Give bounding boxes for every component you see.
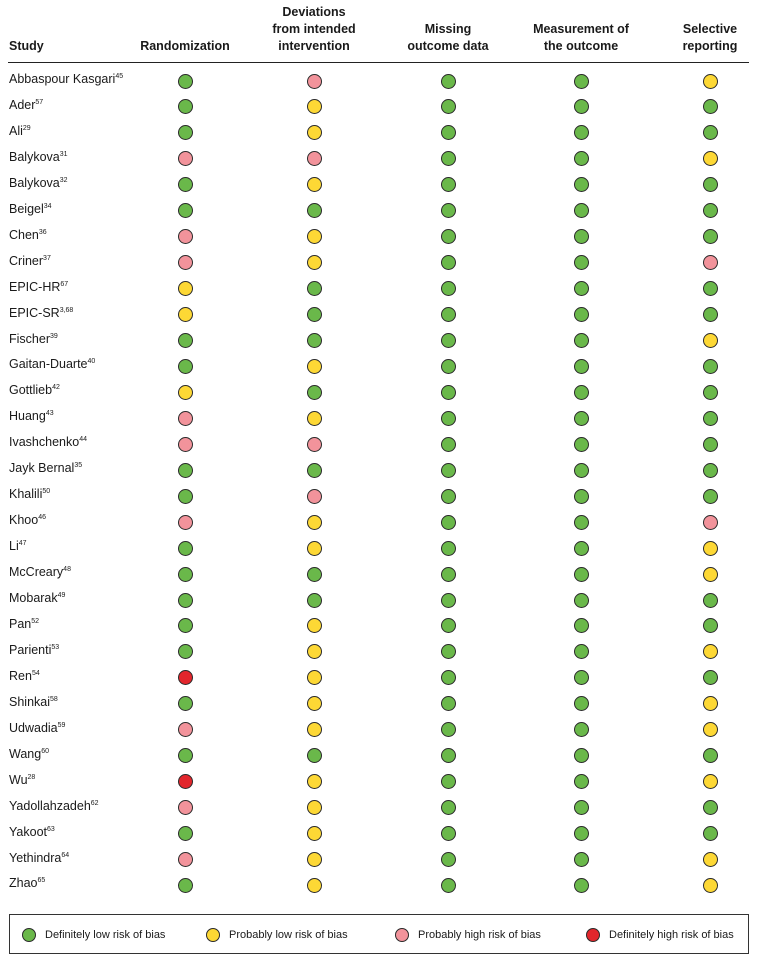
rating-dot [307, 281, 322, 296]
study-label [9, 176, 68, 190]
study-label [9, 98, 43, 112]
study-reference: 52 [31, 617, 40, 625]
rating-dot [178, 593, 193, 608]
study-name: Wu [9, 772, 28, 787]
study-reference: 32 [59, 176, 68, 184]
rating-dot [574, 618, 589, 633]
study-name: Balykova [9, 149, 60, 164]
rating-dot [441, 177, 456, 192]
study-reference: 40 [87, 358, 96, 366]
study-reference: 49 [57, 591, 66, 599]
study-reference: 47 [18, 539, 27, 547]
study-label [9, 357, 95, 371]
rating-dot [703, 852, 718, 867]
study-reference: 64 [61, 851, 70, 859]
rating-dot [178, 411, 193, 426]
rating-dot [574, 567, 589, 582]
rating-dot [441, 359, 456, 374]
rating-dot [574, 489, 589, 504]
rating-dot [574, 722, 589, 737]
rating-dot [178, 203, 193, 218]
rating-dot [703, 748, 718, 763]
rating-dot [703, 593, 718, 608]
study-label [9, 435, 87, 449]
rating-dot [574, 437, 589, 452]
rating-dot [178, 800, 193, 815]
rating-dot [307, 307, 322, 322]
rating-dot [441, 307, 456, 322]
study-name: Ader [9, 97, 36, 112]
rating-dot [178, 125, 193, 140]
rating-dot [441, 151, 456, 166]
rating-dot [178, 878, 193, 893]
rating-dot [441, 229, 456, 244]
study-name: Beigel [9, 201, 44, 216]
rating-dot [178, 151, 193, 166]
legend-item-probably-low [206, 915, 348, 955]
study-label [9, 539, 27, 553]
study-reference: 39 [49, 332, 58, 340]
rating-dot [307, 99, 322, 114]
rating-dot [178, 177, 193, 192]
study-reference: 60 [41, 747, 49, 755]
rating-dot [178, 826, 193, 841]
legend-item-probably-high [395, 915, 541, 955]
rating-dot [703, 696, 718, 711]
study-label [9, 747, 49, 761]
rating-dot [178, 437, 193, 452]
study-label [9, 202, 52, 216]
study-label [9, 773, 35, 787]
study-reference: 46 [38, 513, 46, 521]
rating-dot [178, 567, 193, 582]
rating-dot [441, 333, 456, 348]
rating-dot [703, 229, 718, 244]
rating-dot [574, 515, 589, 530]
rating-dot [574, 307, 589, 322]
study-label [9, 643, 59, 657]
rating-dot [178, 463, 193, 478]
study-name: Criner [9, 253, 44, 268]
rating-dot [441, 463, 456, 478]
study-name: EPIC-HR [9, 279, 61, 294]
rating-dot [703, 203, 718, 218]
legend-label-probably-low: Probably low risk of bias [229, 929, 348, 941]
rating-dot [574, 229, 589, 244]
rating-dot [307, 177, 322, 192]
rating-dot [178, 333, 193, 348]
rating-dot [703, 385, 718, 400]
rating-dot [574, 359, 589, 374]
study-name: Chen [9, 227, 39, 242]
rating-dot [178, 99, 193, 114]
rating-dot [441, 489, 456, 504]
study-label [9, 306, 73, 320]
rating-dot [574, 151, 589, 166]
study-name: Yadollahzadeh [9, 798, 91, 813]
rating-dot [574, 255, 589, 270]
rating-dot [307, 541, 322, 556]
rating-dot [703, 800, 718, 815]
rating-dot [307, 748, 322, 763]
rating-dot [178, 74, 193, 89]
rating-dot [703, 359, 718, 374]
rating-dot [441, 722, 456, 737]
study-label [9, 799, 99, 813]
legend-dot-probably-low [206, 928, 220, 942]
study-name: Fischer [9, 331, 50, 346]
rating-dot [441, 748, 456, 763]
study-label [9, 851, 69, 865]
rating-dot [441, 203, 456, 218]
study-name: Parienti [9, 642, 52, 657]
rating-dot [307, 437, 322, 452]
rating-dot [441, 411, 456, 426]
study-label [9, 876, 45, 890]
rating-dot [178, 644, 193, 659]
rating-dot [441, 281, 456, 296]
rating-dot [574, 644, 589, 659]
header-rule [8, 62, 749, 63]
study-reference: 42 [52, 384, 60, 392]
legend-label-definitely-low: Definitely low risk of bias [45, 929, 166, 941]
rating-dot [441, 255, 456, 270]
study-label [9, 228, 47, 242]
rating-dot [574, 99, 589, 114]
rating-dot [307, 489, 322, 504]
legend-label-probably-high: Probably high risk of bias [418, 929, 541, 941]
rating-dot [307, 359, 322, 374]
rating-dot [703, 567, 718, 582]
rating-dot [703, 177, 718, 192]
study-name: Li [9, 539, 19, 554]
study-name: EPIC-SR [9, 305, 60, 320]
rating-dot [703, 826, 718, 841]
rating-dot [307, 411, 322, 426]
rating-dot [178, 281, 193, 296]
study-name: Yethindra [9, 850, 62, 865]
rating-dot [574, 774, 589, 789]
rating-dot [441, 515, 456, 530]
study-name: Balykova [9, 175, 60, 190]
study-name: Zhao [9, 876, 38, 891]
rating-dot [178, 515, 193, 530]
study-reference: 67 [60, 280, 69, 288]
study-reference: 36 [38, 228, 47, 236]
rating-dot [178, 618, 193, 633]
rating-dot [574, 696, 589, 711]
study-label [9, 825, 55, 839]
rating-dot [307, 826, 322, 841]
study-name: Ivashchenko [9, 435, 80, 450]
rating-dot [703, 333, 718, 348]
study-label [9, 124, 31, 138]
legend [9, 914, 749, 954]
rating-dot [703, 774, 718, 789]
study-label [9, 409, 54, 423]
study-name: McCreary [9, 565, 64, 580]
study-label [9, 72, 123, 86]
study-reference: 53 [51, 643, 60, 651]
study-reference: 57 [35, 98, 44, 106]
rating-dot [307, 203, 322, 218]
legend-dot-definitely-high [586, 928, 600, 942]
rating-dot [441, 800, 456, 815]
rating-dot [703, 670, 718, 685]
rating-dot [441, 74, 456, 89]
rating-dot [441, 437, 456, 452]
study-label [9, 254, 51, 268]
study-name: Khoo [9, 513, 39, 528]
rating-dot [307, 333, 322, 348]
rating-dot [178, 541, 193, 556]
rating-dot [574, 333, 589, 348]
study-label [9, 721, 65, 735]
rating-dot [178, 255, 193, 270]
rating-dot [441, 774, 456, 789]
rating-dot [307, 515, 322, 530]
rating-dot [703, 74, 718, 89]
study-label [9, 150, 68, 164]
study-label [9, 695, 58, 709]
rating-dot [574, 203, 589, 218]
study-reference: 50 [42, 488, 51, 496]
legend-dot-probably-high [395, 928, 409, 942]
study-reference: 29 [22, 124, 31, 132]
rating-dot [703, 281, 718, 296]
rating-dot [441, 125, 456, 140]
study-reference: 43 [45, 410, 54, 418]
study-name: Jayk Bernal [9, 461, 75, 476]
study-label [9, 332, 58, 346]
study-reference: 37 [43, 254, 51, 262]
rating-dot [307, 800, 322, 815]
study-name: Yakoot [9, 824, 47, 839]
header-study: Study [9, 39, 44, 53]
rating-dot [178, 670, 193, 685]
rating-dot [307, 878, 322, 893]
study-name: Shinkai [9, 694, 50, 709]
study-label [9, 461, 82, 475]
rating-dot [574, 670, 589, 685]
rating-dot [178, 774, 193, 789]
rating-dot [703, 255, 718, 270]
rating-dot [441, 618, 456, 633]
rating-dot [703, 878, 718, 893]
rating-dot [703, 541, 718, 556]
study-reference: 63 [47, 825, 55, 833]
study-name: Khalili [9, 487, 43, 502]
rating-dot [574, 800, 589, 815]
rating-dot [307, 229, 322, 244]
rating-dot [441, 852, 456, 867]
rating-dot [574, 177, 589, 192]
rating-dot [574, 411, 589, 426]
rating-dot [574, 748, 589, 763]
rating-dot [307, 74, 322, 89]
study-reference: 65 [37, 877, 46, 885]
study-label [9, 280, 68, 294]
rating-dot [441, 644, 456, 659]
rating-dot [703, 515, 718, 530]
rating-dot [178, 307, 193, 322]
study-label [9, 669, 40, 683]
study-name: Mobarak [9, 591, 58, 605]
rating-dot [307, 567, 322, 582]
study-name: Huang [9, 409, 46, 424]
rating-dot [703, 644, 718, 659]
rating-dot [703, 722, 718, 737]
rating-dot [574, 826, 589, 841]
rating-dot [574, 852, 589, 867]
study-label [9, 383, 60, 397]
study-name: Ren [9, 668, 32, 683]
rating-dot [307, 644, 322, 659]
rating-dot [307, 774, 322, 789]
rating-dot [307, 593, 322, 608]
header-deviations: Deviations from intended intervention [272, 5, 356, 53]
rating-dot [441, 696, 456, 711]
rating-dot [703, 437, 718, 452]
rating-dot [307, 618, 322, 633]
header-measurement: Measurement of the outcome [533, 22, 629, 53]
rating-dot [178, 696, 193, 711]
study-reference: 44 [79, 436, 87, 444]
study-name: Gottlieb [9, 383, 53, 398]
rating-dot [178, 229, 193, 244]
rating-dot [307, 722, 322, 737]
study-name: Pan [9, 616, 32, 631]
rating-dot [178, 359, 193, 374]
rating-dot [307, 463, 322, 478]
rating-dot [178, 748, 193, 763]
study-name: Wang [9, 746, 42, 761]
rating-dot [178, 385, 193, 400]
study-reference: 58 [50, 695, 58, 703]
legend-label-definitely-high: Definitely high risk of bias [609, 929, 734, 941]
study-reference: 45 [115, 72, 124, 80]
rating-dot [574, 281, 589, 296]
study-name: Udwadia [9, 720, 58, 735]
study-name: Ali [9, 123, 23, 138]
rating-dot [441, 826, 456, 841]
rating-dot [703, 99, 718, 114]
rating-dot [703, 307, 718, 322]
rating-dot [574, 541, 589, 556]
rating-dot [441, 567, 456, 582]
rating-dot [574, 74, 589, 89]
study-reference: 62 [90, 799, 99, 807]
rating-dot [307, 670, 322, 685]
study-reference: 34 [43, 202, 52, 210]
rating-dot [307, 696, 322, 711]
rating-dot [307, 125, 322, 140]
study-reference: 28 [27, 773, 36, 781]
rating-dot [703, 151, 718, 166]
rating-dot [574, 125, 589, 140]
study-label [9, 487, 50, 501]
study-label [9, 591, 65, 605]
header-randomization: Randomization [140, 39, 230, 53]
rating-dot [703, 463, 718, 478]
rating-dot [441, 670, 456, 685]
rating-dot [574, 593, 589, 608]
rating-dot [178, 852, 193, 867]
rating-dot [441, 878, 456, 893]
study-name: Gaitan-Duarte [9, 357, 88, 372]
rating-dot [574, 878, 589, 893]
rating-dot [574, 385, 589, 400]
study-reference: 35 [74, 462, 83, 470]
study-reference: 48 [63, 565, 71, 573]
legend-dot-definitely-low [22, 928, 36, 942]
header-missing-outcome: Missing outcome data [407, 22, 489, 53]
rating-dot [703, 125, 718, 140]
study-label [9, 617, 39, 631]
rating-dot [441, 541, 456, 556]
study-name: Abbaspour Kasgari [9, 72, 116, 86]
rating-dot [441, 385, 456, 400]
rating-dot [441, 593, 456, 608]
rating-dot [703, 489, 718, 504]
legend-item-definitely-high [586, 915, 734, 955]
rating-dot [307, 255, 322, 270]
rating-dot [574, 463, 589, 478]
study-label [9, 513, 46, 527]
legend-item-definitely-low [22, 915, 165, 955]
study-label [9, 565, 71, 579]
header-selective-reporting: Selective reporting [682, 22, 738, 53]
rating-dot [307, 385, 322, 400]
study-reference: 3,68 [59, 306, 74, 314]
study-reference: 54 [31, 669, 40, 677]
rating-dot [441, 99, 456, 114]
rating-dot [703, 411, 718, 426]
rating-dot [178, 722, 193, 737]
rating-dot [178, 489, 193, 504]
study-reference: 31 [59, 150, 68, 158]
rating-dot [703, 618, 718, 633]
study-reference: 59 [57, 721, 66, 729]
rating-dot [307, 151, 322, 166]
rating-dot [307, 852, 322, 867]
